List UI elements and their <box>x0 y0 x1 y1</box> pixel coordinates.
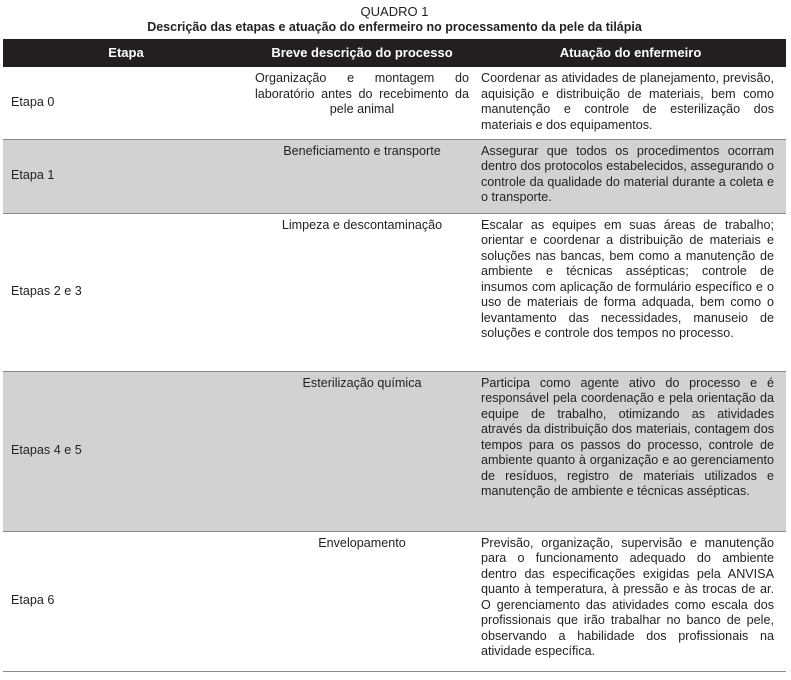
document <box>3 4 786 672</box>
table-header-row <box>3 39 786 67</box>
table-row <box>3 531 786 671</box>
quadro-label: QUADRO 1 <box>360 4 429 19</box>
header-atuacao: Atuação do enfermeiro <box>475 39 786 67</box>
process-table <box>3 39 786 672</box>
cell-descricao: Limpeza e descontaminação <box>249 213 475 371</box>
table-row <box>3 139 786 213</box>
cell-atuacao: Assegurar que todos os procedimentos ocorram dentro dos protocolos estabelecidos, assegurando o controle da qualidade do material durante a coleta e o transporte. <box>475 139 786 213</box>
cell-atuacao: Coordenar as atividades de planejamento, previsão, aquisição e distribuição de materiais, bem como manutenção e controle de esterilização dos materiais e dos equipamentos. <box>475 67 786 139</box>
table-row <box>3 67 786 139</box>
cell-descricao: Organização e montagem do laboratório antes do recebimento da pele animal <box>249 67 475 139</box>
cell-etapa: Etapas 4 e 5 <box>3 371 249 531</box>
cell-descricao: Envelopamento <box>249 531 475 671</box>
cell-atuacao: Previsão, organização, supervisão e manutenção para o funcionamento adequado do ambiente dentro das especificações exigidas pela ANVISA quanto à temperatura, à pressão e às trocas de ar. O gerenciamento das atividades como escala dos profissionais que irão trabalhar no banco de pele, observando a habilidade dos profissionais na atividade específica. <box>475 531 786 671</box>
cell-atuacao: Escalar as equipes em suas áreas de trabalho; orientar e coordenar a distribuição de materiais e soluções nas bancas, bem como a manutenção de ambiente e técnicas assépticas; controle de insumos com aplicação de formulário específico e o uso de materiais de forma adquada, bem como o levantamento das necessidades, manuseio de soluções e controle dos tempos no processo. <box>475 213 786 371</box>
cell-descricao: Esterilização química <box>249 371 475 531</box>
cell-descricao: Beneficiamento e transporte <box>249 139 475 213</box>
cell-etapa: Etapas 2 e 3 <box>3 213 249 371</box>
table-row <box>3 213 786 371</box>
header-descricao: Breve descrição do processo <box>249 39 475 67</box>
cell-etapa: Etapa 0 <box>3 67 249 139</box>
cell-etapa: Etapa 6 <box>3 531 249 671</box>
header-etapa: Etapa <box>3 39 249 67</box>
table-row <box>3 371 786 531</box>
cell-etapa: Etapa 1 <box>3 139 249 213</box>
quadro-title: Descrição das etapas e atuação do enfermeiro no processamento da pele da tilápia <box>147 20 642 34</box>
cell-atuacao: Participa como agente ativo do processo e é responsável pela coordenação e pela orientação da equipe de trabalho, otimizando as atividades através da distribuição dos materiais, contagem dos tempos para os passos do processo, controle de ambiente quanto à organização e ao gerenciamento de resíduos, registro de materiais utilizados e manutenção de ambiente e técnicas assépticas. <box>475 371 786 531</box>
